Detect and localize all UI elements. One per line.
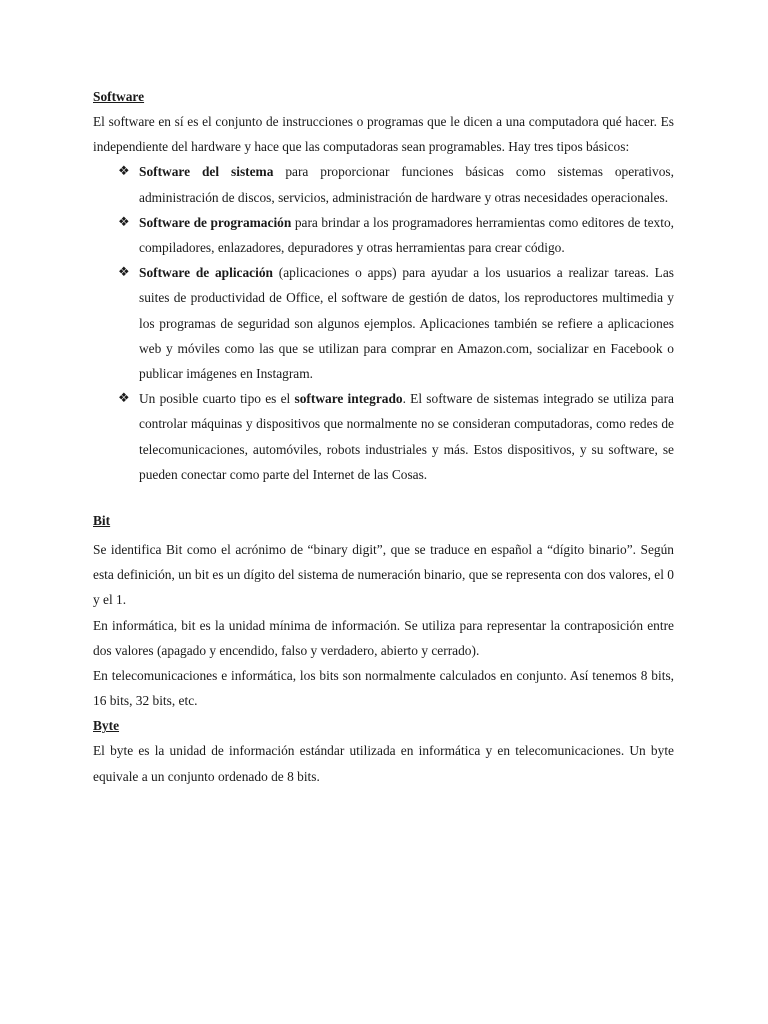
section-heading-bit: Bit: [93, 513, 111, 529]
diamond-bullet-icon: ❖: [118, 265, 130, 281]
list-item: [93, 159, 674, 209]
diamond-bullet-icon: ❖: [118, 214, 130, 230]
list-item-text: para brindar a los programadores herramientas como editores de texto, compiladores, enlazadores, depuradores y otras herramientas para crear código.: [139, 214, 674, 256]
list-item-text: (aplicaciones o apps) para ayudar a los usuarios a realizar tareas. Las suites de productividad de Office, el software de gestión de datos, los reproductores multimedia y los programas de seguridad son algunos ejemplos. Aplicaciones también se refiere a aplicaciones web y móviles como las que se utilizan para comprar en Amazon.com, socializar en Facebook o publicar imágenes en Instagram.: [139, 265, 674, 382]
list-item-term: Software de programación: [139, 214, 292, 230]
diamond-bullet-icon: ❖: [118, 164, 130, 180]
byte-paragraph: El byte es la unidad de información estándar utilizada en informática y en telecomunicaciones. Un byte equivale a un conjunto ordenado de 8 bits.: [93, 743, 674, 784]
software-intro-paragraph: El software en sí es el conjunto de instrucciones o programas que le dicen a una computadora qué hacer. Es independiente del hardware y hace que las computadoras sean programables. Hay tres tipos básicos:: [93, 114, 674, 155]
list-item-lead-text: Un posible cuarto tipo es el: [139, 391, 295, 407]
bit-paragraph: Se identifica Bit como el acrónimo de “binary digit”, que se traduce en español a “dígito binario”. Según esta definición, un bit es un dígito del sistema de numeración binario, que se representa con dos valores, el 0 y el 1.: [93, 542, 674, 608]
bit-paragraph: En informática, bit es la unidad mínima de información. Se utiliza para representar la contraposición entre dos valores (apagado y encendido, falso y verdadero, abierto y cerrado).: [93, 617, 674, 658]
spacer: [93, 487, 674, 508]
list-item: [93, 260, 674, 386]
list-item: [93, 210, 674, 260]
list-item: [93, 386, 674, 487]
bit-paragraph: En telecomunicaciones e informática, los bits son normalmente calculados en conjunto. Así tenemos 8 bits, 16 bits, 32 bits, etc.: [93, 668, 674, 709]
section-heading-software: Software: [93, 89, 145, 104]
list-item-text: para proporcionar funciones básicas como sistemas operativos, administración de discos, servicios, administración de hardware y otras necesidades operacionales.: [139, 164, 674, 205]
list-item-term: Software de aplicación: [139, 265, 273, 281]
document-page: [93, 84, 674, 789]
diamond-bullet-icon: ❖: [118, 391, 130, 407]
list-item-text: . El software de sistemas integrado se utiliza para controlar máquinas y dispositivos que normalmente no se consideran computadoras, como redes de telecomunicaciones, automóviles, robots industriales y más. Estos dispositivos, y su software, se pueden conectar como parte del Internet de las Cosas.: [139, 391, 674, 482]
list-item-term: software integrado: [294, 391, 403, 407]
list-item-term: Software del sistema: [139, 164, 274, 180]
software-types-list: [93, 159, 674, 487]
section-heading-byte: Byte: [93, 718, 120, 734]
